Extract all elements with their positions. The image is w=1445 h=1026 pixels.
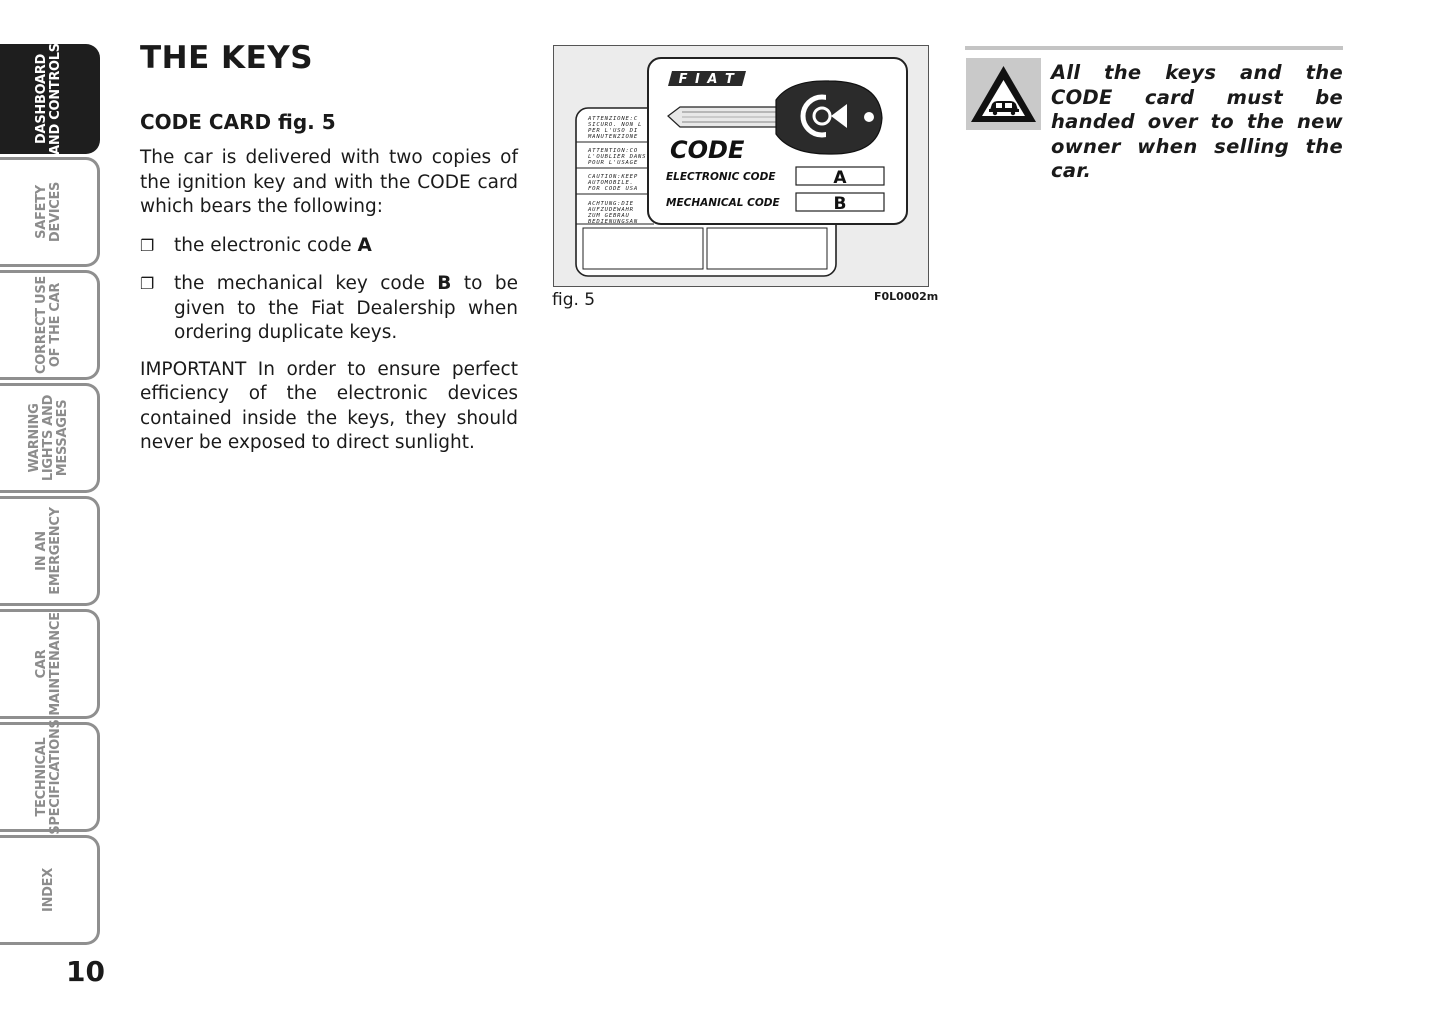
tab-label: IN AN EMERGENCY xyxy=(33,507,63,595)
section-subtitle: CODE CARD fig. 5 xyxy=(140,110,336,134)
tab-technical-specifications[interactable] xyxy=(0,719,100,835)
code-card-figure xyxy=(553,45,929,287)
tab-index[interactable] xyxy=(0,835,100,945)
electronic-code-value: A xyxy=(833,168,847,188)
important-paragraph: IMPORTANT In order to ensure perfect efficiency of the electronic devices contained inside the keys, they should never be exposed to direct sunlight. xyxy=(140,358,518,453)
list-item-mechanical-code xyxy=(140,272,518,346)
warning-triangle-car-icon xyxy=(966,58,1041,130)
page-title: THE KEYS xyxy=(140,40,314,76)
figure-reference-code: F0L0002m xyxy=(874,290,939,303)
tab-warning-lights[interactable] xyxy=(0,383,100,493)
main-column xyxy=(140,40,518,456)
back-card-line: AUFZUDEWAHR xyxy=(588,207,634,213)
key-blade-icon xyxy=(668,107,779,127)
tab-label: CORRECT USE OF THE CAR xyxy=(33,276,63,374)
back-card-line: FOR CODE USA xyxy=(588,186,639,192)
bullet-text xyxy=(174,234,518,259)
fiat-logo-text: F I A T xyxy=(678,72,736,87)
tab-safety-devices[interactable] xyxy=(0,157,100,267)
back-card-line: ZUM GEBRAU xyxy=(588,213,630,219)
tab-label: TECHNICAL SPECIFICATIONS xyxy=(33,719,63,835)
tab-label: INDEX xyxy=(40,868,56,912)
tab-label: DASHBOARD AND CONTROLS xyxy=(33,43,63,155)
back-card-line: BEDIENUNGSAN xyxy=(588,219,639,225)
checkbox-bullet-icon: ❐ xyxy=(140,274,155,293)
tab-car-maintenance[interactable] xyxy=(0,609,100,719)
tab-label: CAR MAINTENANCE xyxy=(33,612,63,716)
bullet-code-letter: A xyxy=(357,234,372,256)
bullet-text-part: the electronic code xyxy=(174,234,358,256)
back-card-line: CAUTION:KEEP xyxy=(588,174,639,180)
tab-in-an-emergency[interactable] xyxy=(0,496,100,606)
back-card-line: ACHTUNG:DIE xyxy=(588,201,634,207)
figure-caption: fig. 5 xyxy=(552,290,596,310)
back-card-line: L'OUBLIER DANS xyxy=(588,154,647,160)
tab-label: SAFETY DEVICES xyxy=(33,181,63,243)
mechanical-code-value: B xyxy=(833,194,847,214)
back-card-line: SICURO. NON L xyxy=(588,122,643,128)
back-card-line: ATTENZIONE:C xyxy=(588,116,639,122)
back-card-line: PER L'USO DI xyxy=(588,128,639,134)
warning-divider xyxy=(965,46,1343,50)
intro-paragraph: The car is delivered with two copies of the ignition key and with the CODE card which bears the following: xyxy=(140,147,518,217)
checkbox-bullet-icon: ❐ xyxy=(140,235,155,255)
bullet-text-part: to be given to the Fiat Dealership when ordering duplicate keys. xyxy=(174,273,518,343)
warning-icon-graphic xyxy=(966,58,1041,130)
page-number: 10 xyxy=(66,955,105,988)
bullet-text xyxy=(174,272,518,346)
back-card-box-left xyxy=(583,228,703,269)
tab-dashboard-and-controls[interactable] xyxy=(0,44,100,154)
bullet-code-letter: B xyxy=(437,273,452,294)
electronic-code-label: ELECTRONIC CODE xyxy=(666,171,776,183)
code-card-illustration xyxy=(554,46,927,285)
list-item-electronic-code xyxy=(140,234,518,259)
mechanical-code-label: MECHANICAL CODE xyxy=(666,197,780,209)
card-code-title: CODE xyxy=(670,136,745,164)
bullet-text-part: the mechanical key code xyxy=(174,273,438,294)
fiat-logo xyxy=(668,71,746,87)
back-card-line: MANUTENZIONE xyxy=(588,134,639,140)
back-card-line: POUR L'USAGE xyxy=(588,160,639,166)
tab-label: WARNING LIGHTS AND MESSAGES xyxy=(26,394,70,482)
back-card-line: AUTOMOBILE. xyxy=(588,180,634,186)
back-card-line: ATTENTION:CO xyxy=(588,148,639,154)
warning-text: All the keys and the CODE card must be handed over to the new owner when selling the car. xyxy=(1051,61,1343,182)
back-card-box-right xyxy=(707,228,827,269)
tab-correct-use[interactable] xyxy=(0,270,100,380)
key-head-icon xyxy=(776,81,882,154)
